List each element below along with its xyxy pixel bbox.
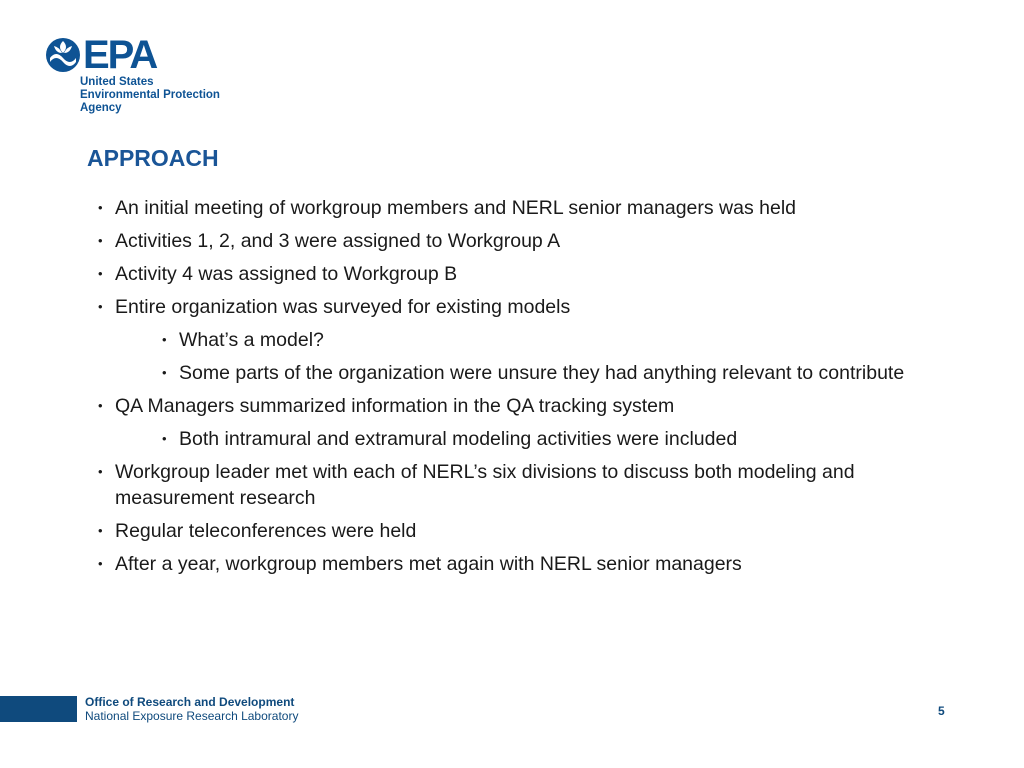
bullet-list bbox=[94, 195, 954, 584]
bullet-marker: • bbox=[98, 299, 103, 314]
bullet-marker: • bbox=[98, 233, 103, 248]
logo-line: Environmental Protection bbox=[80, 89, 220, 101]
bullet-text: Regular teleconferences were held bbox=[115, 520, 417, 542]
bullet-text: Some parts of the organization were unsure they had anything relevant to contribute bbox=[179, 362, 905, 384]
sub-bullet-item bbox=[94, 360, 954, 386]
bullet-marker: • bbox=[162, 332, 167, 347]
bullet-item bbox=[94, 195, 954, 221]
bullet-marker: • bbox=[98, 266, 103, 281]
bullet-item bbox=[94, 518, 954, 544]
bullet-text: After a year, workgroup members met again with NERL senior managers bbox=[115, 553, 742, 575]
sub-bullet-item bbox=[94, 327, 954, 353]
bullet-item bbox=[94, 228, 954, 254]
bullet-text: What’s a model? bbox=[179, 329, 324, 351]
bullet-item bbox=[94, 551, 954, 577]
footer-lab: National Exposure Research Laboratory bbox=[85, 709, 299, 723]
bullet-marker: • bbox=[98, 464, 103, 479]
bullet-text: Both intramural and extramural modeling activities were included bbox=[179, 428, 738, 450]
bullet-marker: • bbox=[162, 431, 167, 446]
logo-line: United States bbox=[80, 76, 154, 88]
bullet-text: Activity 4 was assigned to Workgroup B bbox=[115, 263, 458, 285]
page-number: 5 bbox=[938, 704, 945, 718]
bullet-marker: • bbox=[98, 523, 103, 538]
bullet-marker: • bbox=[98, 200, 103, 215]
epa-logo bbox=[44, 33, 244, 116]
bullet-marker: • bbox=[98, 556, 103, 571]
bullet-text: Entire organization was surveyed for existing models bbox=[115, 296, 571, 318]
bullet-item bbox=[94, 459, 954, 511]
bullet-item bbox=[94, 294, 954, 320]
logo-agency-name bbox=[80, 76, 244, 115]
footer-organization bbox=[85, 695, 298, 723]
bullet-text: Workgroup leader met with each of NERL’s six divisions to discuss both modeling and measurement research bbox=[115, 461, 855, 509]
bullet-marker: • bbox=[98, 398, 103, 413]
sub-bullet-item bbox=[94, 426, 954, 452]
bullet-text: Activities 1, 2, and 3 were assigned to Workgroup A bbox=[115, 230, 561, 252]
bullet-item bbox=[94, 393, 954, 419]
bullet-item bbox=[94, 261, 954, 287]
footer-office: Office of Research and Development bbox=[85, 695, 295, 709]
bullet-text: An initial meeting of workgroup members and NERL senior managers was held bbox=[115, 197, 797, 219]
bullet-text: QA Managers summarized information in the QA tracking system bbox=[115, 395, 675, 417]
slide-title: APPROACH bbox=[87, 145, 219, 171]
epa-flower-icon bbox=[44, 36, 82, 74]
bullet-marker: • bbox=[162, 365, 167, 380]
logo-wordmark: EPA bbox=[83, 33, 157, 77]
logo-line: Agency bbox=[80, 102, 122, 114]
footer-bar bbox=[0, 696, 77, 722]
